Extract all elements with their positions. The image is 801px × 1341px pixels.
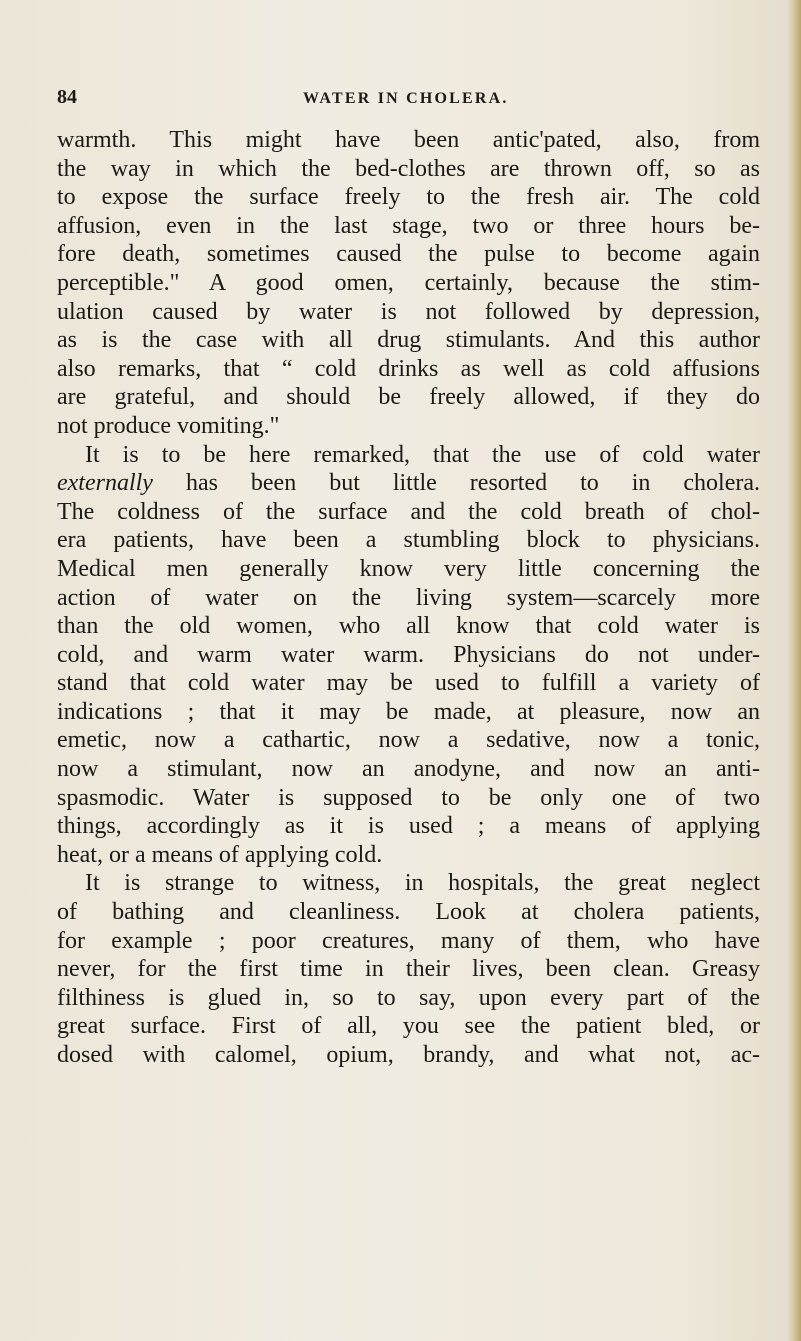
text-line: fore death, sometimes caused the pulse to become again: [57, 241, 760, 268]
text-line: perceptible." A good omen, certainly, because the stim-: [57, 269, 760, 296]
text-line: of bathing and cleanliness. Look at cholera patients,: [57, 899, 760, 926]
page-header: [57, 86, 757, 116]
text-line: as is the case with all drug stimulants. And this author: [57, 327, 760, 354]
text-line: never, for the first time in their lives, been clean. Greasy: [57, 956, 760, 983]
page-number: 84: [57, 86, 77, 108]
text-line: [57, 469, 760, 498]
text-line: stand that cold water may be used to fulfill a variety of: [57, 670, 760, 697]
text-line: The coldness of the surface and the cold breath of chol-: [57, 498, 760, 525]
text-line: era patients, have been a stumbling block to physicians.: [57, 527, 760, 554]
text-line: now a stimulant, now an anodyne, and now an anti-: [57, 756, 760, 783]
text-line: things, accordingly as it is used ; a means of applying: [57, 813, 760, 840]
text-line: than the old women, who all know that cold water is: [57, 613, 760, 640]
text-line: are grateful, and should be freely allowed, if they do: [57, 384, 760, 411]
text-line: great surface. First of all, you see the patient bled, or: [57, 1013, 760, 1040]
text-line: also remarks, that “ cold drinks as well as cold affusions: [57, 355, 760, 382]
text-line: action of water on the living system—scarcely more: [57, 584, 760, 611]
text-line: not produce vomiting.": [57, 412, 280, 439]
text-line: dosed with calomel, opium, brandy, and what not, ac-: [57, 1042, 760, 1068]
paragraph-start: It is to be here remarked, that the use of cold water: [85, 441, 760, 468]
body-text: [57, 126, 760, 1070]
text-line: to expose the surface freely to the fresh air. The cold: [57, 184, 760, 211]
text-line: ulation caused by water is not followed by depression,: [57, 298, 760, 325]
italic-word: externally: [57, 470, 153, 497]
text-line: filthiness is glued in, so to say, upon every part of the: [57, 984, 760, 1011]
text-line: warmth. This might have been antic'pated, also, from: [57, 127, 760, 153]
text-line: cold, and warm water warm. Physicians do not under-: [57, 641, 760, 668]
text-line: the way in which the bed-clothes are thrown off, so as: [57, 155, 760, 182]
text-line: affusion, even in the last stage, two or three hours be-: [57, 212, 760, 239]
running-head: WATER IN CHOLERA.: [303, 90, 509, 107]
text-line: indications ; that it may be made, at pleasure, now an: [57, 698, 760, 725]
text-line: spasmodic. Water is supposed to be only one of two: [57, 784, 760, 811]
text-line: Medical men generally know very little concerning the: [57, 555, 760, 582]
text-line-rest: has been but little resorted to in cholera.: [185, 470, 760, 497]
text-line: heat, or a means of applying cold.: [57, 841, 383, 868]
paragraph-start: It is strange to witness, in hospitals, the great neglect: [85, 870, 760, 897]
text-line: emetic, now a cathartic, now a sedative, now a tonic,: [57, 727, 760, 754]
text-line: for example ; poor creatures, many of them, who have: [57, 927, 760, 954]
page-edge: [787, 0, 801, 1341]
